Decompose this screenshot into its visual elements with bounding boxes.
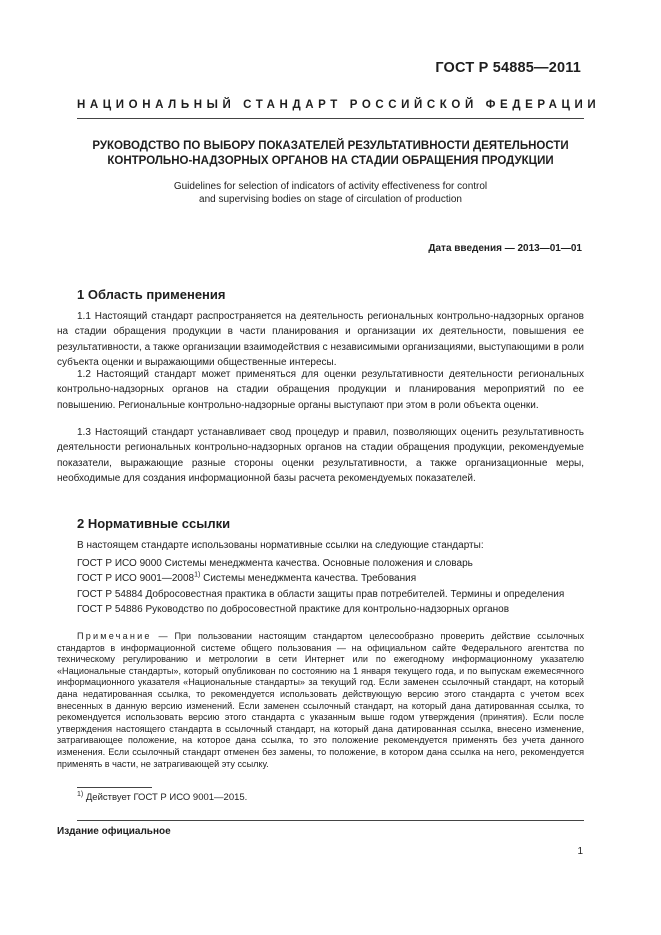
- reference-item: ГОСТ Р ИСО 9001—2008$^{1)}$ Системы менеджмента качества. Требования: [77, 572, 417, 585]
- footer-divider: [77, 820, 584, 821]
- note-block: [57, 631, 584, 770]
- introduction-date: Дата введения — 2013—01—01: [428, 243, 582, 254]
- note-label: Примечание: [77, 631, 152, 641]
- paragraph-1-3: 1.3 Настоящий стандарт устанавливает свод процедур и правил, позволяющих оценить результативность деятельности региональных контрольно-надзорных органов на стадии обращения продукции, рекомендуемые показатели, выражающие разные стороны оценки результативности, а также организационные меры, необходимые для создания информационной базы расчета рекомендуемых показателей.: [57, 427, 584, 485]
- gost-number: ГОСТ Р 54885—2011: [435, 60, 581, 76]
- page-number: 1: [577, 846, 583, 857]
- document-title-ru: [77, 139, 584, 169]
- note-text: — При пользовании настоящим стандартом целесообразно проверить действие ссылочных стандартов в информационной системе общего пользования — на официальном сайте Федерального агентства по техническому регулированию и метрологии в сети Интернет или по ежегодному информационному указателю «Национальные стандарты», который опубликован по состоянию на 1 января текущего года, и по выпускам ежемесячного информационного указателя «Национальные стандарты» за текущий год. Если заменен ссылочный стандарт, на который дана недатированная ссылка, то рекомендуется использовать действующую версию этого стандарта с учетом всех внесенных в данную версию изменений. Если заменен ссылочный стандарт, на который дана датированная ссылка, то рекомендуется использовать версию этого стандарта с указанным выше годом утверждения (принятия). Если после утверждения настоящего стандарта в ссылочный стандарт, на который дана датированная ссылка, внесено изменение, затрагивающее положение, на которое дана ссылка, то это положение рекомендуется применять без учета данного изменения. Если ссылочный стандарт отменен без замены, то положение, в котором дана ссылка на него, рекомендуется применять в части, не затрагивающей эту ссылку.: [57, 631, 584, 769]
- national-standard-banner: НАЦИОНАЛЬНЫЙ СТАНДАРТ РОССИЙСКОЙ ФЕДЕРАЦИИ: [77, 99, 601, 111]
- title-en-line-2: and supervising bodies on stage of circulation of production: [199, 194, 462, 205]
- reference-item: ГОСТ Р ИСО 9000 Системы менеджмента качества. Основные положения и словарь: [77, 558, 473, 569]
- paragraph-1-2: 1.2 Настоящий стандарт может применяться для оценки результативности деятельности региональных контрольно-надзорных органов на стадии обращения продукции и планирования мероприятий по ее повышению. Региональные контрольно-надзорные органы выступают при этом в роли объекта оценки.: [57, 369, 584, 411]
- title-en-line-1: Guidelines for selection of indicators of activity effectiveness for control: [173, 181, 488, 192]
- title-ru-line-1: РУКОВОДСТВО ПО ВЫБОРУ ПОКАЗАТЕЛЕЙ РЕЗУЛЬТАТИВНОСТИ ДЕЯТЕЛЬНОСТИ: [92, 140, 569, 152]
- reference-item: ГОСТ Р 54886 Руководство по добросовестной практике для контрольно-надзорных органов: [77, 604, 510, 616]
- title-ru-line-2: КОНТРОЛЬНО-НАДЗОРНЫХ ОРГАНОВ НА СТАДИИ ОБРАЩЕНИЯ ПРОДУКЦИИ: [107, 155, 554, 167]
- header-divider: [77, 118, 584, 119]
- edition-label: Издание официальное: [57, 826, 171, 837]
- section-1-heading: 1 Область применения: [77, 287, 226, 302]
- reference-item: ГОСТ Р 54884 Добросовестная практика в области защиты прав потребителей. Термины и определения: [77, 588, 565, 600]
- footnote-ref-mark: 1): [194, 572, 201, 580]
- footnote-divider: [77, 787, 152, 788]
- footnote: $^{1)}$ Действует ГОСТ Р ИСО 9001—2015.: [77, 790, 248, 803]
- section-2-heading: 2 Нормативные ссылки: [77, 516, 231, 531]
- paragraph-1-1: 1.1 Настоящий стандарт распространяется на деятельность региональных контрольно-надзорных органов на стадии обращения продукции в части планирования и организации их деятельности, повышения ее результативности, а также организации взаимодействия с независимыми организациями, выступающими в роли субъекта оценки и выражающими общественные интересы.: [57, 311, 584, 369]
- references-list: [57, 556, 584, 618]
- references-intro: В настоящем стандарте использованы нормативные ссылки на следующие стандарты:: [77, 540, 484, 551]
- document-title-en: [77, 180, 584, 206]
